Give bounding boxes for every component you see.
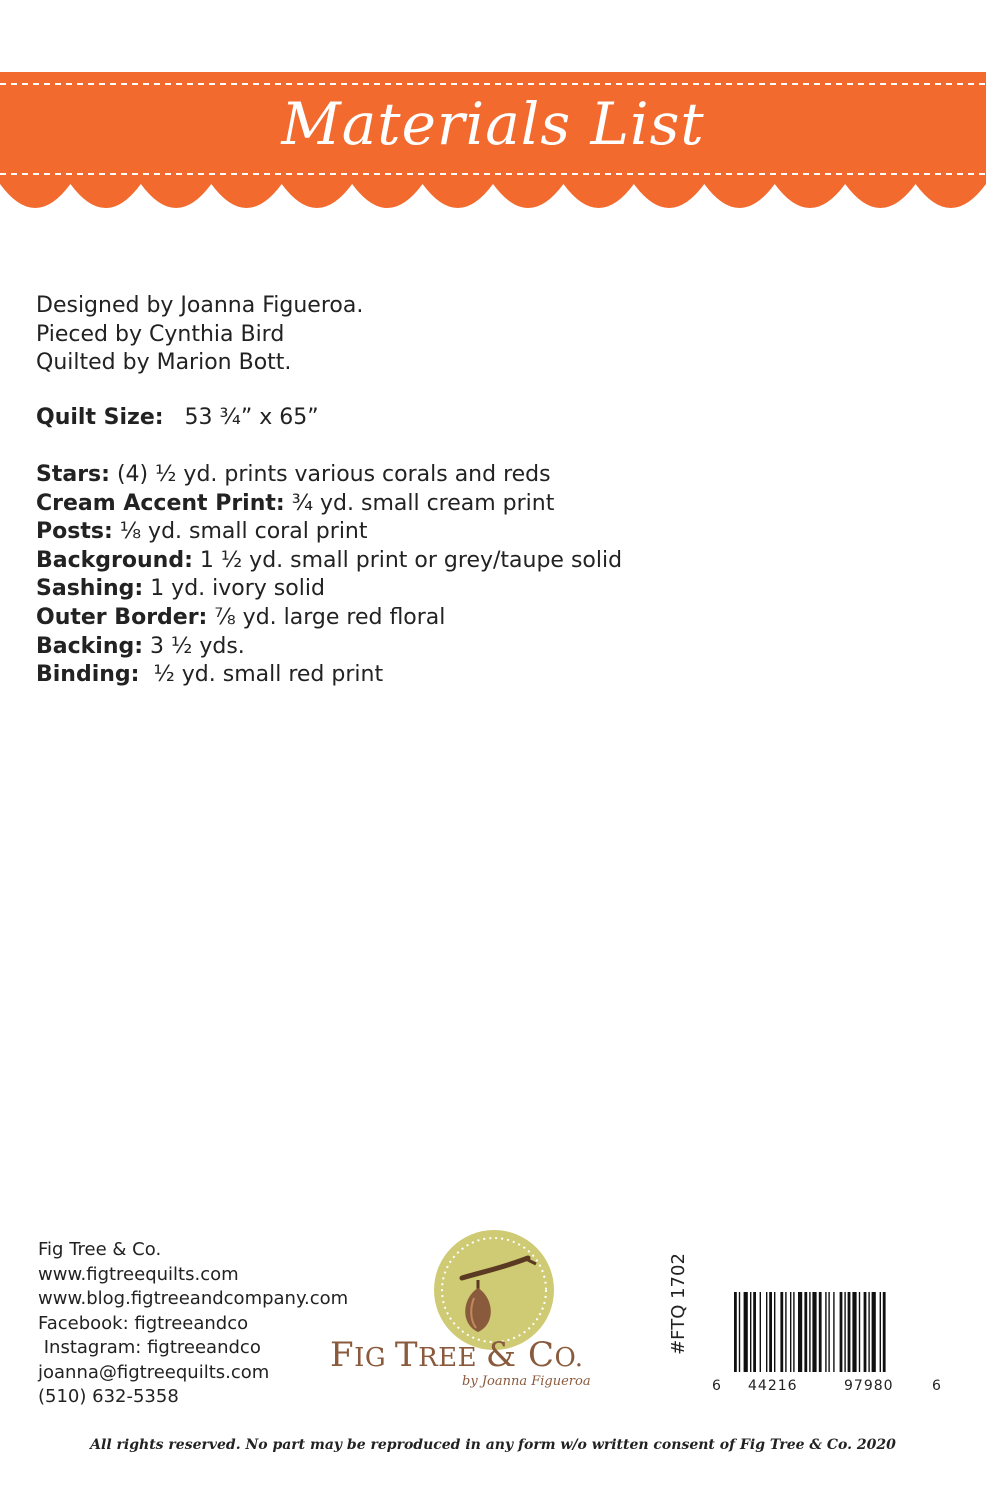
material-label: Cream Accent Print:: [36, 490, 285, 516]
header-banner: [0, 72, 986, 232]
brand-letter: & C: [485, 1335, 555, 1375]
quilt-size-value: 53 ¾” x 65”: [163, 405, 319, 430]
list-item: [36, 547, 622, 576]
barcode-bar: [880, 1292, 881, 1372]
barcode-bar: [825, 1292, 826, 1372]
copyright-footer: All rights reserved. No part may be reproduced in any form w/o written consent of Fig Tree & Co. 2020: [90, 1437, 896, 1453]
brand-letter: REE: [418, 1343, 486, 1373]
material-value: 1 ½ yd. small print or grey/taupe solid: [192, 547, 623, 573]
quilt-size-label: Quilt Size:: [36, 405, 164, 430]
credit-quilter: Quilted by Marion Bott.: [36, 350, 292, 376]
list-item: [36, 461, 622, 490]
barcode-bar: [798, 1292, 802, 1372]
barcode-bar: [739, 1292, 740, 1372]
fig-icon: [432, 1228, 556, 1352]
material-label: Stars:: [36, 462, 110, 487]
brand-letter: T: [394, 1335, 419, 1375]
barcode-bar: [868, 1292, 869, 1372]
list-item: [36, 604, 622, 633]
credit-piecer: Pieced by Cynthia Bird: [36, 321, 285, 347]
material-label: Posts:: [36, 519, 113, 545]
brand-name: [330, 1335, 650, 1375]
barcode-bar: [790, 1292, 791, 1372]
barcode-bar: [793, 1292, 794, 1372]
credits-block: [36, 292, 363, 378]
material-value: ½ yd. small red print: [139, 662, 384, 688]
barcode-bar: [872, 1292, 876, 1372]
material-value: 3 ½ yds.: [143, 633, 245, 659]
credit-designer: Designed by Joanna Figueroa.: [36, 293, 364, 318]
material-value: ⅞ yd. large red floral: [207, 604, 446, 630]
barcode-bar: [819, 1292, 822, 1372]
material-value: ⅛ yd. small coral print: [112, 519, 368, 545]
barcode-bar: [833, 1292, 834, 1372]
materials-list: [36, 461, 622, 690]
barcode-bar: [766, 1292, 767, 1372]
contact-block: [38, 1238, 348, 1410]
material-value: (4) ½ yd. prints various corals and reds: [109, 462, 551, 487]
barcode-bar: [769, 1292, 772, 1372]
barcode-bar: [750, 1292, 751, 1372]
barcode-bar: [744, 1292, 748, 1372]
list-item: [36, 490, 622, 519]
material-label: Backing:: [36, 633, 144, 659]
material-value: ¾ yd. small cream print: [284, 490, 555, 516]
website-link[interactable]: www.figtreequilts.com: [38, 1263, 239, 1285]
barcode-bar: [753, 1292, 756, 1372]
brand-byline: by Joanna Figueroa: [462, 1374, 591, 1389]
barcode-bar: [774, 1292, 775, 1372]
barcode-bar: [883, 1292, 886, 1372]
blog-link[interactable]: www.blog.figtreeandcompany.com: [38, 1288, 349, 1309]
barcode-bar: [812, 1292, 816, 1372]
material-label: Outer Border:: [36, 604, 208, 630]
list-item: [36, 661, 622, 690]
barcode-bar: [780, 1292, 783, 1372]
barcode-bar: [809, 1292, 810, 1372]
phone-number: (510) 632-5358: [38, 1386, 179, 1407]
barcode-bar: [785, 1292, 786, 1372]
list-item: [36, 633, 622, 662]
page-title: Materials List: [281, 90, 705, 158]
barcode-icon: [728, 1292, 948, 1376]
facebook-handle: Facebook: figtreeandco: [38, 1312, 249, 1334]
brand-letter: O.: [554, 1343, 584, 1373]
barcode-bar: [804, 1292, 807, 1372]
material-label: Binding:: [36, 662, 140, 688]
barcode-bar: [864, 1292, 867, 1372]
instagram-handle: Instagram: figtreeandco: [38, 1337, 261, 1358]
barcode-bar: [760, 1292, 761, 1372]
barcode-digits-right: 97980: [844, 1378, 894, 1394]
barcode-bar: [844, 1292, 845, 1372]
quilt-size: [36, 404, 319, 433]
brand-letter: F: [330, 1335, 355, 1375]
brand-letter: IG: [354, 1343, 395, 1373]
barcode-digits-left: 44216: [748, 1378, 798, 1394]
list-item: [36, 575, 622, 604]
material-label: Sashing:: [36, 576, 144, 602]
barcode-bar: [734, 1292, 737, 1372]
barcode-digit-last: 6: [932, 1378, 942, 1394]
barcode-bar: [859, 1292, 860, 1372]
barcode-bar: [848, 1292, 851, 1372]
email-link[interactable]: joanna@figtreequilts.com: [38, 1361, 270, 1383]
product-sku: #FTQ 1702: [668, 1253, 689, 1355]
barcode-digit-first: 6: [712, 1378, 722, 1394]
barcode-bar: [828, 1292, 829, 1372]
company-name: Fig Tree & Co.: [38, 1239, 162, 1260]
barcode-bar: [840, 1292, 843, 1372]
material-label: Background:: [36, 547, 193, 573]
list-item: [36, 518, 622, 547]
material-value: 1 yd. ivory solid: [143, 576, 325, 602]
barcode-bar: [852, 1292, 856, 1372]
